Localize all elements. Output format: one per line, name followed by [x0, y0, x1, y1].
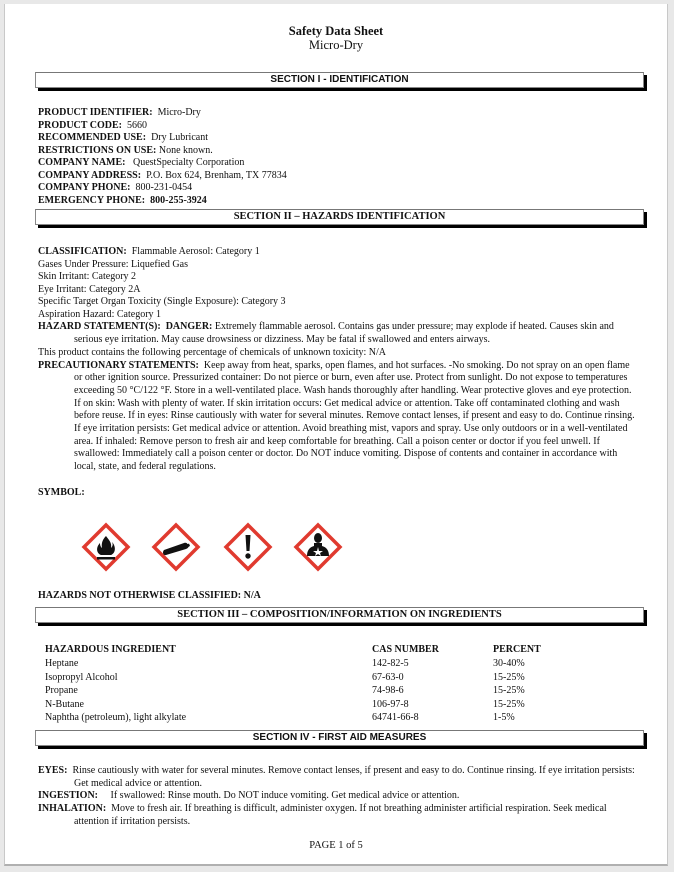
classification-item: Skin Irritant: Category 2: [38, 271, 137, 282]
classification-value: Flammable Aerosol: Category 1: [131, 246, 260, 257]
first-aid-inhalation: [38, 803, 638, 828]
classification-item: Gases Under Pressure: Liquefied Gas: [38, 258, 188, 270]
field-company-name: [38, 157, 244, 170]
field-value: 800-255-3924: [150, 194, 207, 206]
column-header-cas: CAS NUMBER: [372, 644, 439, 655]
hazard-signal-word: DANGER:: [165, 321, 213, 332]
first-aid-label: INGESTION:: [38, 790, 99, 802]
field-label: PRODUCT CODE:: [38, 119, 122, 131]
field-label: COMPANY NAME:: [38, 157, 126, 168]
section-2-header: SECTION II – HAZARDS IDENTIFICATION: [35, 209, 644, 225]
unknown-toxicity-line: This product contains the following percentage of chemicals of unknown toxicity: N/A: [38, 347, 386, 358]
classification-item: Eye Irritant: Category 2A: [38, 283, 141, 295]
ingredient-name: N-Butane: [45, 698, 84, 710]
field-value: QuestSpecialty Corporation: [132, 157, 245, 168]
first-aid-eyes: [38, 765, 638, 790]
ingredient-name: Heptane: [45, 658, 79, 669]
document-title: Safety Data Sheet: [288, 24, 384, 38]
ingredient-name: Naphtha (petroleum), light alkylate: [45, 712, 187, 723]
exclamation-pictogram-icon: [223, 522, 273, 572]
field-value: 5660: [126, 119, 147, 131]
first-aid-label: INHALATION:: [38, 803, 107, 815]
document-page: [4, 4, 668, 866]
classification-item: Specific Target Organ Toxicity (Single Exposure): Category 3: [38, 296, 286, 307]
percent: 15-25%: [493, 685, 525, 696]
ingredient-name: Propane: [45, 685, 78, 696]
field-company-address: [38, 170, 287, 183]
cas-number: 142-82-5: [372, 658, 409, 669]
percent: 1-5%: [493, 712, 515, 723]
first-aid-ingestion: [38, 790, 638, 803]
cas-number: 64741-66-8: [372, 712, 419, 723]
hazard-label: HAZARD STATEMENT(S):: [38, 321, 161, 332]
classification-label: CLASSIFICATION:: [38, 246, 127, 257]
field-value: None known.: [158, 144, 213, 156]
section-3-header: SECTION III – COMPOSITION/INFORMATION ON INGREDIENTS: [35, 607, 644, 623]
classification-line: [38, 246, 260, 259]
field-label: EMERGENCY PHONE:: [38, 194, 146, 206]
hnoc-line: HAZARDS NOT OTHERWISE CLASSIFIED: N/A: [38, 590, 261, 601]
hazard-statements: [38, 321, 638, 346]
classification-item: Aspiration Hazard: Category 1: [38, 308, 162, 320]
first-aid-text: If swallowed: Rinse mouth. Do NOT induce vomiting. Get medical advice or attention.: [110, 790, 460, 802]
hazard-text: Extremely flammable aerosol. Contains gas under pressure; may explode if heated. Causes skin and serious eye irritation. May cause drowsiness or dizziness. May be fatal if swallowed and enters airways.: [74, 321, 614, 345]
field-recommended-use: [38, 132, 208, 145]
column-header-percent: PERCENT: [493, 644, 541, 655]
field-company-phone: [38, 182, 192, 195]
field-restrictions: [38, 145, 213, 158]
product-name-heading: Micro-Dry: [308, 38, 364, 52]
symbol-label: SYMBOL:: [38, 487, 85, 498]
field-product-identifier: [38, 107, 201, 120]
column-header-ingredient: HAZARDOUS INGREDIENT: [45, 644, 176, 655]
percent: 15-25%: [493, 671, 525, 683]
field-emergency-phone: [38, 195, 207, 208]
first-aid-measures: [38, 765, 638, 829]
ingredient-name: Isopropyl Alcohol: [45, 671, 118, 683]
field-label: RECOMMENDED USE:: [38, 132, 147, 143]
field-value: 800-231-0454: [135, 182, 193, 193]
first-aid-label: EYES:: [38, 765, 68, 776]
precautionary-text: Keep away from heat, sparks, open flames, and hot surfaces. -No smoking. Do not spray on an open flame or other ignition source. Pressurized container: Do not pierce or burn, even after use. Protect from sunlight. Do not expose to temperatures exceeding 50 °C/122 °F. Store in a well-ventilated place. Wash hands thoroughly after handling. Wear protective gloves and eye protection. If on skin: Wash with plenty of water. If skin irritation occurs: Get medical advice or attention. Take off contaminated clothing and wash before reuse. If in eyes: Rinse cautiously with water for several minutes. Remove contact lenses, if present and easy to do. Continue rinsing. If eye irritation persists: Get medical advice or attention. Avoid breathing mist, vapors and spray. Use only outdoors or in a well-ventilated area. If inhaled: Remove person to fresh air and keep comfortable for breathing. Call a poison center or doctor if you feel unwell. If swallowed: Immediately call a poison center or doctor. Do NOT induce vomiting. Dispose of contents and container in accordance with local, state, and federal regulations.: [74, 359, 635, 473]
page-number: PAGE 1 of 5: [309, 840, 363, 851]
field-product-code: [38, 120, 147, 133]
section-1-header: SECTION I - IDENTIFICATION: [35, 72, 644, 88]
field-value: Micro-Dry: [157, 107, 201, 118]
percent: 15-25%: [493, 698, 525, 710]
field-value: P.O. Box 624, Brenham, TX 77834: [146, 169, 287, 181]
cas-number: 67-63-0: [372, 671, 404, 683]
field-label: COMPANY ADDRESS:: [38, 169, 142, 181]
first-aid-text: Rinse cautiously with water for several minutes. Remove contact lenses, if present and easy to do. Continue rinsing. If eye irritation persists: Get medical advice or attention.: [72, 765, 635, 789]
section-4-header: SECTION IV - FIRST AID MEASURES: [35, 730, 644, 746]
cas-number: 106-97-8: [372, 698, 409, 710]
flame-pictogram-icon: [81, 522, 131, 572]
cas-number: 74-98-6: [372, 685, 404, 696]
percent: 30-40%: [493, 658, 525, 669]
precautionary-label: PRECAUTIONARY STATEMENTS:: [38, 359, 199, 371]
field-label: COMPANY PHONE:: [38, 182, 131, 193]
health-hazard-pictogram-icon: [293, 522, 343, 572]
field-value: Dry Lubricant: [151, 132, 208, 143]
first-aid-text: Move to fresh air. If breathing is difficult, administer oxygen. If not breathing administer artificial respiration. Seek medical attention if irritation persists.: [74, 803, 607, 827]
field-label: RESTRICTIONS ON USE:: [38, 144, 157, 156]
field-label: PRODUCT IDENTIFIER:: [38, 107, 153, 118]
precautionary-statements: [38, 360, 638, 474]
gas-cylinder-pictogram-icon: [151, 522, 201, 572]
